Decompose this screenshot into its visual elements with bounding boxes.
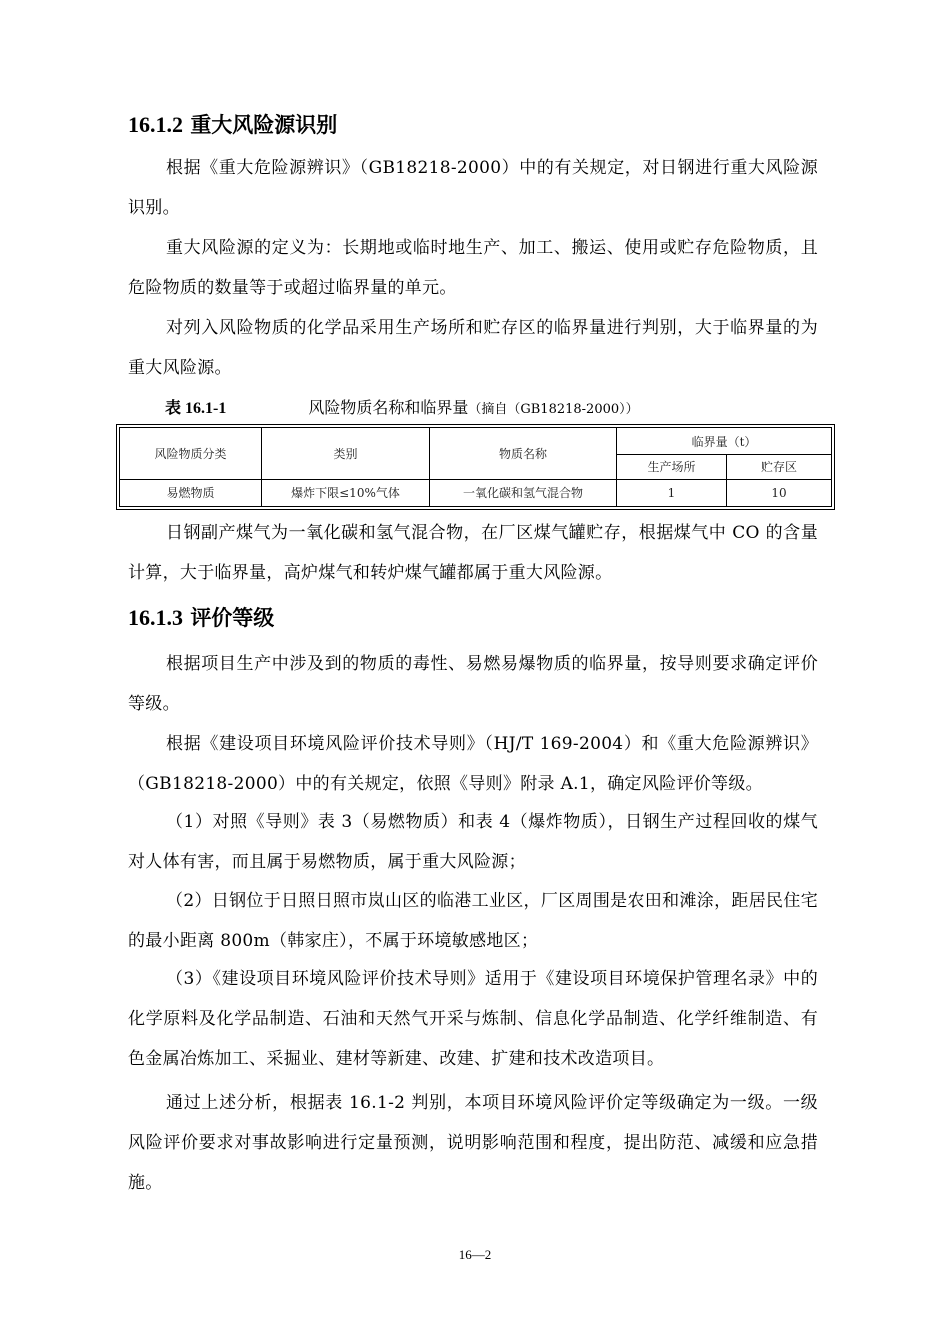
header-threshold: 临界量（t） bbox=[617, 428, 832, 455]
header-production: 生产场所 bbox=[617, 455, 727, 480]
section-heading-16-1-2 bbox=[128, 110, 337, 140]
paragraph: 重大风险源的定义为：长期地或临时地生产、加工、搬运、使用或贮存危险物质，且危险物质的数量等于或超过临界量的单元。 bbox=[128, 238, 818, 298]
table-source: （摘自（GB18218-2000）） bbox=[468, 402, 639, 417]
cell-type: 爆炸下限≤10%气体 bbox=[262, 479, 430, 506]
risk-substance-table bbox=[116, 424, 835, 510]
section-heading-16-1-3 bbox=[128, 603, 274, 633]
paragraph: （3）《建设项目环境风险评价技术导则》适用于《建设项目环境保护管理名录》中的化学原料及化学品制造、石油和天然气开采与炼制、信息化学品制造、化学纤维制造、有色金属冶炼加工、采掘业、建材等新建、改建、扩建和技术改造项目。 bbox=[128, 969, 818, 1069]
cell-name: 一氧化碳和氢气混合物 bbox=[430, 479, 617, 506]
table-caption bbox=[165, 396, 865, 422]
paragraph: 根据《建设项目环境风险评价技术导则》（HJ/T 169-2004）和《重大危险源辨识》（GB18218-2000）中的有关规定，依照《导则》附录 A.1，确定风险评价等级。 bbox=[128, 734, 818, 794]
section-number: 16.1.2 bbox=[128, 112, 183, 137]
header-category: 风险物质分类 bbox=[120, 428, 262, 480]
paragraph: 根据项目生产中涉及到的物质的毒性、易燃易爆物质的临界量，按导则要求确定评价等级。 bbox=[128, 654, 818, 714]
paragraph: 日钢副产煤气为一氧化碳和氢气混合物，在厂区煤气罐贮存，根据煤气中 CO 的含量计算，大于临界量，高炉煤气和转炉煤气罐都属于重大风险源。 bbox=[128, 523, 818, 583]
cell-category: 易燃物质 bbox=[120, 479, 262, 506]
paragraph: （1）对照《导则》表 3（易燃物质）和表 4（爆炸物质），日钢生产过程回收的煤气对人体有害，而且属于易燃物质，属于重大风险源； bbox=[128, 812, 818, 872]
page-number: 16—2 bbox=[458, 1247, 492, 1262]
cell-production: 1 bbox=[617, 479, 727, 506]
paragraph: （2）日钢位于日照日照市岚山区的临港工业区，厂区周围是农田和滩涂，距居民住宅的最小距离 800m（韩家庄），不属于环境敏感地区； bbox=[128, 891, 818, 951]
paragraph: 对列入风险物质的化学品采用生产场所和贮存区的临界量进行判别，大于临界量的为重大风险源。 bbox=[128, 318, 818, 378]
table-title: 风险物质名称和临界量 bbox=[308, 398, 469, 417]
cell-storage: 10 bbox=[727, 479, 832, 506]
section-title: 重大风险源识别 bbox=[190, 113, 338, 137]
table-number: 表 16.1-1 bbox=[165, 400, 227, 417]
header-type: 类别 bbox=[262, 428, 430, 480]
paragraph: 通过上述分析，根据表 16.1-2 判别，本项目环境风险评价定等级确定为一级。一级风险评价要求对事故影响进行定量预测，说明影响范围和程度，提出防范、减缓和应急措施。 bbox=[128, 1093, 818, 1193]
section-title: 评价等级 bbox=[190, 606, 275, 630]
header-name: 物质名称 bbox=[430, 428, 617, 480]
header-storage: 贮存区 bbox=[727, 455, 832, 480]
paragraph: 根据《重大危险源辨识》（GB18218-2000）中的有关规定，对日钢进行重大风险源识别。 bbox=[128, 158, 818, 218]
section-number: 16.1.3 bbox=[128, 605, 183, 630]
table-row bbox=[120, 479, 832, 506]
